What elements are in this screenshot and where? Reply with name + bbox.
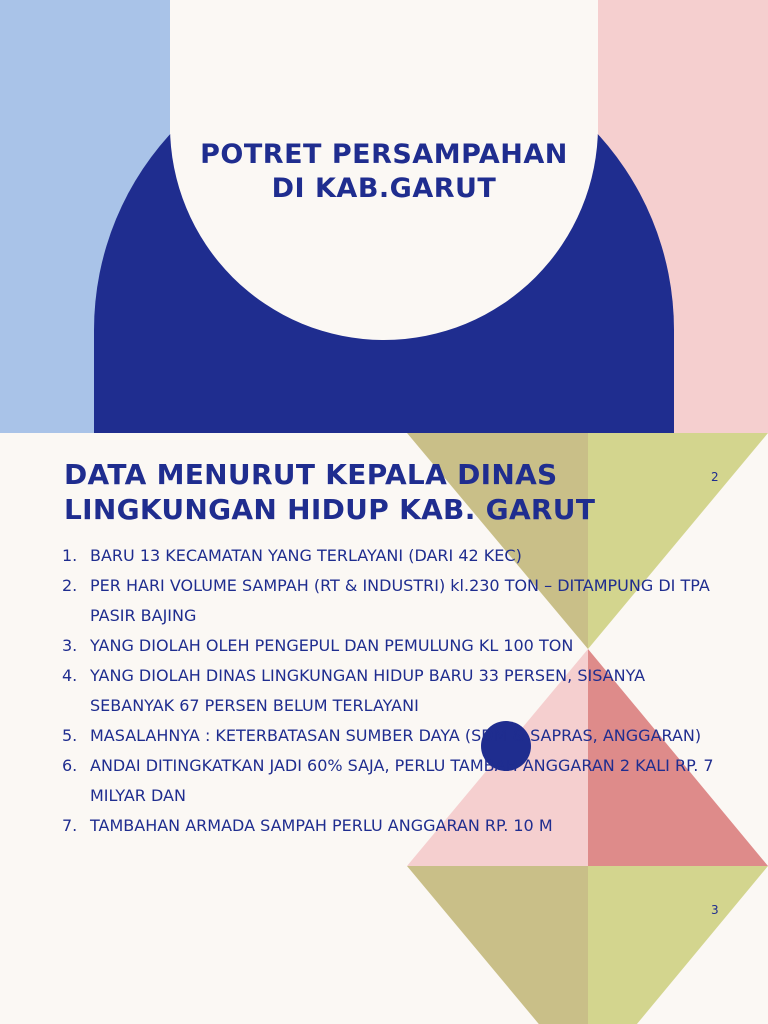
list-item: 6. ANDAI DITINGKATKAN JADI 60% SAJA, PERLU TAMBAH ANGGARAN 2 KALI RP. 7 MILYAR DAN	[62, 756, 714, 805]
lime-triangle-bottom	[588, 866, 768, 1024]
list-item-text: YANG DIOLAH DINAS LINGKUNGAN HIDUP BARU 33 PERSEN, SISANYA SEBANYAK 67 PERSEN BELUM TERLAYANI	[90, 666, 646, 715]
content-title-line1: DATA MENURUT KEPALA DINAS	[64, 458, 558, 491]
list-item-text: BARU 13 KECAMATAN YANG TERLAYANI (DARI 42 KEC)	[90, 546, 522, 565]
page-number: 2	[711, 470, 719, 484]
content-title	[64, 457, 664, 527]
list-item-text: YANG DIOLAH OLEH PENGEPUL DAN PEMULUNG KL 100 TON	[90, 636, 574, 655]
list-item-text: PER HARI VOLUME SAMPAH (RT & INDUSTRI) kl.230 TON – DITAMPUNG DI TPA PASIR BAJING	[90, 576, 710, 625]
slide-title-line2: DI KAB.GARUT	[271, 173, 497, 204]
list-item: 2. PER HARI VOLUME SAMPAH (RT & INDUSTRI) kl.230 TON – DITAMPUNG DI TPA PASIR BAJING	[62, 576, 710, 625]
list-item: 7. TAMBAHAN ARMADA SAMPAH PERLU ANGGARAN RP. 10 M	[62, 816, 553, 835]
slide-title	[170, 138, 598, 206]
list-item: 3. YANG DIOLAH OLEH PENGEPUL DAN PEMULUNG KL 100 TON	[62, 636, 574, 655]
list-item: 5. MASALAHNYA : KETERBATASAN SUMBER DAYA (SDM & SAPRAS, ANGGARAN)	[62, 726, 702, 745]
list-item: 4. YANG DIOLAH DINAS LINGKUNGAN HIDUP BARU 33 PERSEN, SISANYA SEBANYAK 67 PERSEN BELUM TERLAYANI	[62, 666, 646, 715]
data-list	[62, 541, 752, 841]
list-item-text: TAMBAHAN ARMADA SAMPAH PERLU ANGGARAN RP. 10 M	[90, 816, 553, 835]
list-item: 1. BARU 13 KECAMATAN YANG TERLAYANI (DARI 42 KEC)	[62, 546, 522, 565]
title-slide	[0, 0, 768, 433]
list-item-text: ANDAI DITINGKATKAN JADI 60% SAJA, PERLU TAMBAH ANGGARAN 2 KALI RP. 7 MILYAR DAN	[90, 756, 714, 805]
page-number-3: 3	[711, 903, 719, 917]
olive-triangle-bottom	[407, 866, 588, 1024]
list-item-text: MASALAHNYA : KETERBATASAN SUMBER DAYA (SDM & SAPRAS, ANGGARAN)	[90, 726, 702, 745]
content-title-line2: LINGKUNGAN HIDUP KAB. GARUT	[64, 493, 596, 526]
slide-title-line1: POTRET PERSAMPAHAN	[200, 139, 568, 170]
content-slide	[0, 433, 768, 1024]
